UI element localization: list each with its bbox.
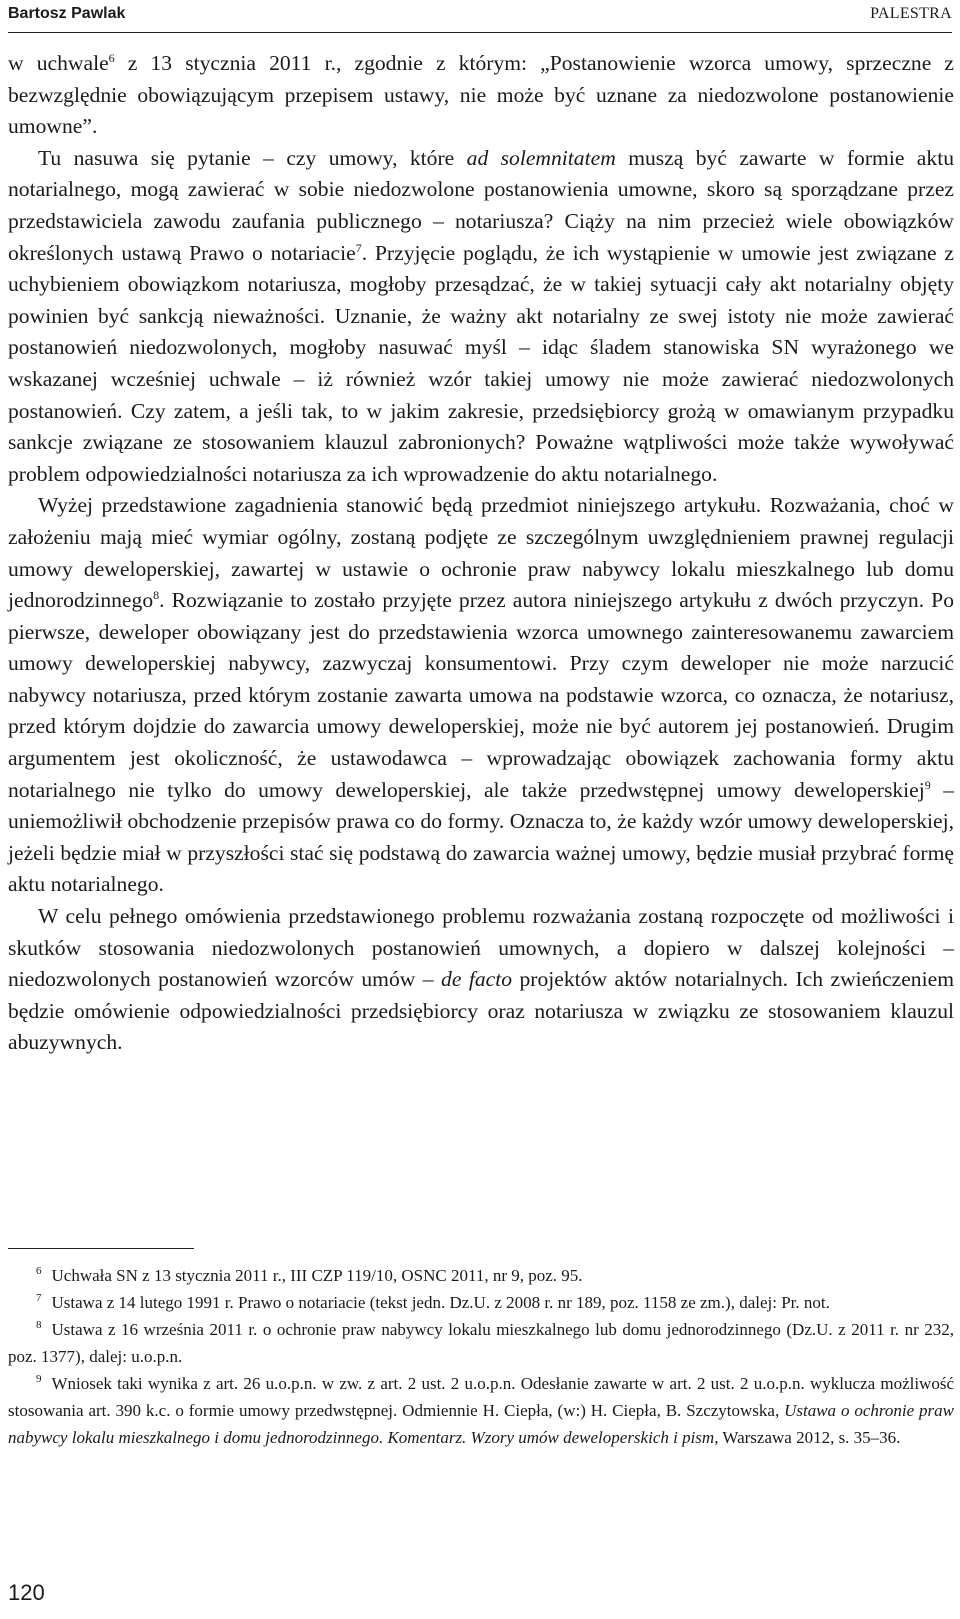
book-title: Ustawa o ochronie praw nabywcy lokalu mieszkalnego i domu jednorodzinnego. Komentarz. Wzory umów deweloperskich i pism [8, 1401, 954, 1447]
footnotes [8, 1262, 954, 1451]
paragraph: W celu pełnego omówienia przedstawionego problemu rozważania zostaną rozpoczęte od możliwości i skutków stosowania niedozwolonych postanowień umownych, a dopiero w dalszej kolejności – niedozwolonych postanowień wzorców umów – de facto projektów aktów notarialnych. Ich zwieńczeniem będzie omówienie odpowiedzialności przedsiębiorcy oraz notariusza w związku ze stosowaniem klauzul abuzywnych. [8, 904, 954, 1055]
italic-term: ad solemnitatem [466, 145, 616, 170]
footnote-number: 9 [36, 1373, 42, 1386]
footnote-ref[interactable]: 8 [153, 587, 160, 602]
footnote-ref[interactable]: 6 [108, 50, 115, 65]
paragraph: Tu nasuwa się pytanie – czy umowy, które ad solemnitatem muszą być zawarte w formie aktu notarialnego, mogą zawierać w sobie niedozwolone postanowienia umowne, skoro są sporządzane przez przedstawiciela zawodu zaufania publicznego – notariusza? Ciąży na nim przecież wiele obowiązków określonych ustawą Prawo o notariacie$^7$. Przyjęcie poglądu, że ich wystąpienie w umowie jest związane z uchybieniem obowiązkom notariusza, mogłoby przesądzać, że w takiej sytuacji cały akt notarialny objęty powinien być sankcją nieważności. Uznanie, że ważny akt notarialny ze swej istoty nie może zawierać postanowień niedozwolonych, mogłoby nasuwać myśl – idąc śladem stanowiska SN wyrażonego we wskazanej wcześniej uchwale – iż również wzór takiej umowy nie może zawierać niedozwolonych postanowień. Czy zatem, a jeśli tak, to w jakim zakresie, przedsiębiorcy grożą w omawianym przypadku sankcje związane ze stosowaniem klauzul zabronionych? Poważne wątpliwości może także wywoływać problem odpowiedzialności notariusza za ich wprowadzenie do aktu notarialnego. [8, 145, 954, 486]
footnote-ref[interactable]: 7 [355, 240, 362, 255]
paragraph: Wyżej przedstawione zagadnienia stanowić będą przedmiot niniejszego artykułu. Rozważania, choć w założeniu mają mieć wymiar ogólny, zostaną podjęte ze szczególnym uwzględnieniem prawnej regulacji umowy deweloperskiej, zawartej w ustawie o ochronie praw nabywcy lokalu mieszkalnego lub domu jednorodzinnego$^8$. Rozwiązanie to zostało przyjęte przez autora niniejszego artykułu z dwóch przyczyn. Po pierwsze, deweloper obowiązany jest do przedstawienia wzorca umownego zainteresowanemu zawarciem umowy deweloperskiej nabywcy, zazwyczaj konsumentowi. Przy czym deweloper nie może narzucić nabywcy notariusza, przed którym zostanie zawarta umowa na podstawie wzorca, co oznacza, że notariusz, przed którym dojdzie do zawarcia umowy deweloperskiej, może nie być autorem jej postanowień. Drugim argumentem jest okoliczność, że ustawodawca – wprowadzając obowiązek zachowania formy aktu notarialnego nie tylko do umowy deweloperskiej, ale także przedwstępnej umowy deweloperskiej$^9$ – uniemożliwił obchodzenie przepisów prawa co do formy. Oznacza to, że każdy wzór umowy deweloperskiej, jeżeli będzie miał w przyszłości stać się podstawą do zawarcia ważnej umowy, będzie musiał przybrać formę aktu notarialnego. [8, 493, 954, 897]
footnote-separator [8, 1248, 194, 1249]
footnote-ref[interactable]: 9 [924, 777, 931, 792]
footnote: $^6$ Uchwała SN z 13 stycznia 2011 r., III CZP 119/10, OSNC 2011, nr 9, poz. 95. [36, 1265, 583, 1285]
italic-term: de facto [441, 967, 513, 992]
footnote-number: 7 [36, 1292, 42, 1305]
footnote-number: 6 [36, 1265, 42, 1278]
footnote: $^7$ Ustawa z 14 lutego 1991 r. Prawo o notariacie (tekst jedn. Dz.U. z 2008 r. nr 189, poz. 1158 ze zm.), dalej: Pr. not. [36, 1292, 830, 1312]
footnote-number: 8 [36, 1319, 42, 1332]
paragraph: w uchwale$^6$ z 13 stycznia 2011 r., zgodnie z którym: „Postanowienie wzorca umowy, sprzeczne z bezwzględnie obowiązującym przepisem ustawy, nie może być uznane za niedozwolone postanowienie umowne”. [8, 50, 954, 139]
page-number: 120 [8, 1580, 45, 1605]
header-author: Bartosz Pawlak [8, 5, 126, 22]
header-journal: PALESTRA [870, 5, 952, 22]
running-header [8, 0, 952, 33]
main-text [8, 48, 954, 1059]
footnote: $^9$ Wniosek taki wynika z art. 26 u.o.p.n. w zw. z art. 2 ust. 2 u.o.p.n. Odesłanie zawarte w art. 2 ust. 2 u.o.p.n. wyklucza możliwość stosowania art. 390 k.c. o formie umowy przedwstępnej. Odmiennie H. Ciepła, (w:) H. Ciepła, B. Szczytowska, Ustawa o ochronie praw nabywcy lokalu mieszkalnego i domu jednorodzinnego. Komentarz. Wzory umów deweloperskich i pism, Warszawa 2012, s. 35–36. [8, 1373, 954, 1447]
footnote: $^8$ Ustawa z 16 września 2011 r. o ochronie praw nabywcy lokalu mieszkalnego lub domu jednorodzinnego (Dz.U. z 2011 r. nr 232, poz. 1377), dalej: u.o.p.n. [8, 1319, 954, 1366]
